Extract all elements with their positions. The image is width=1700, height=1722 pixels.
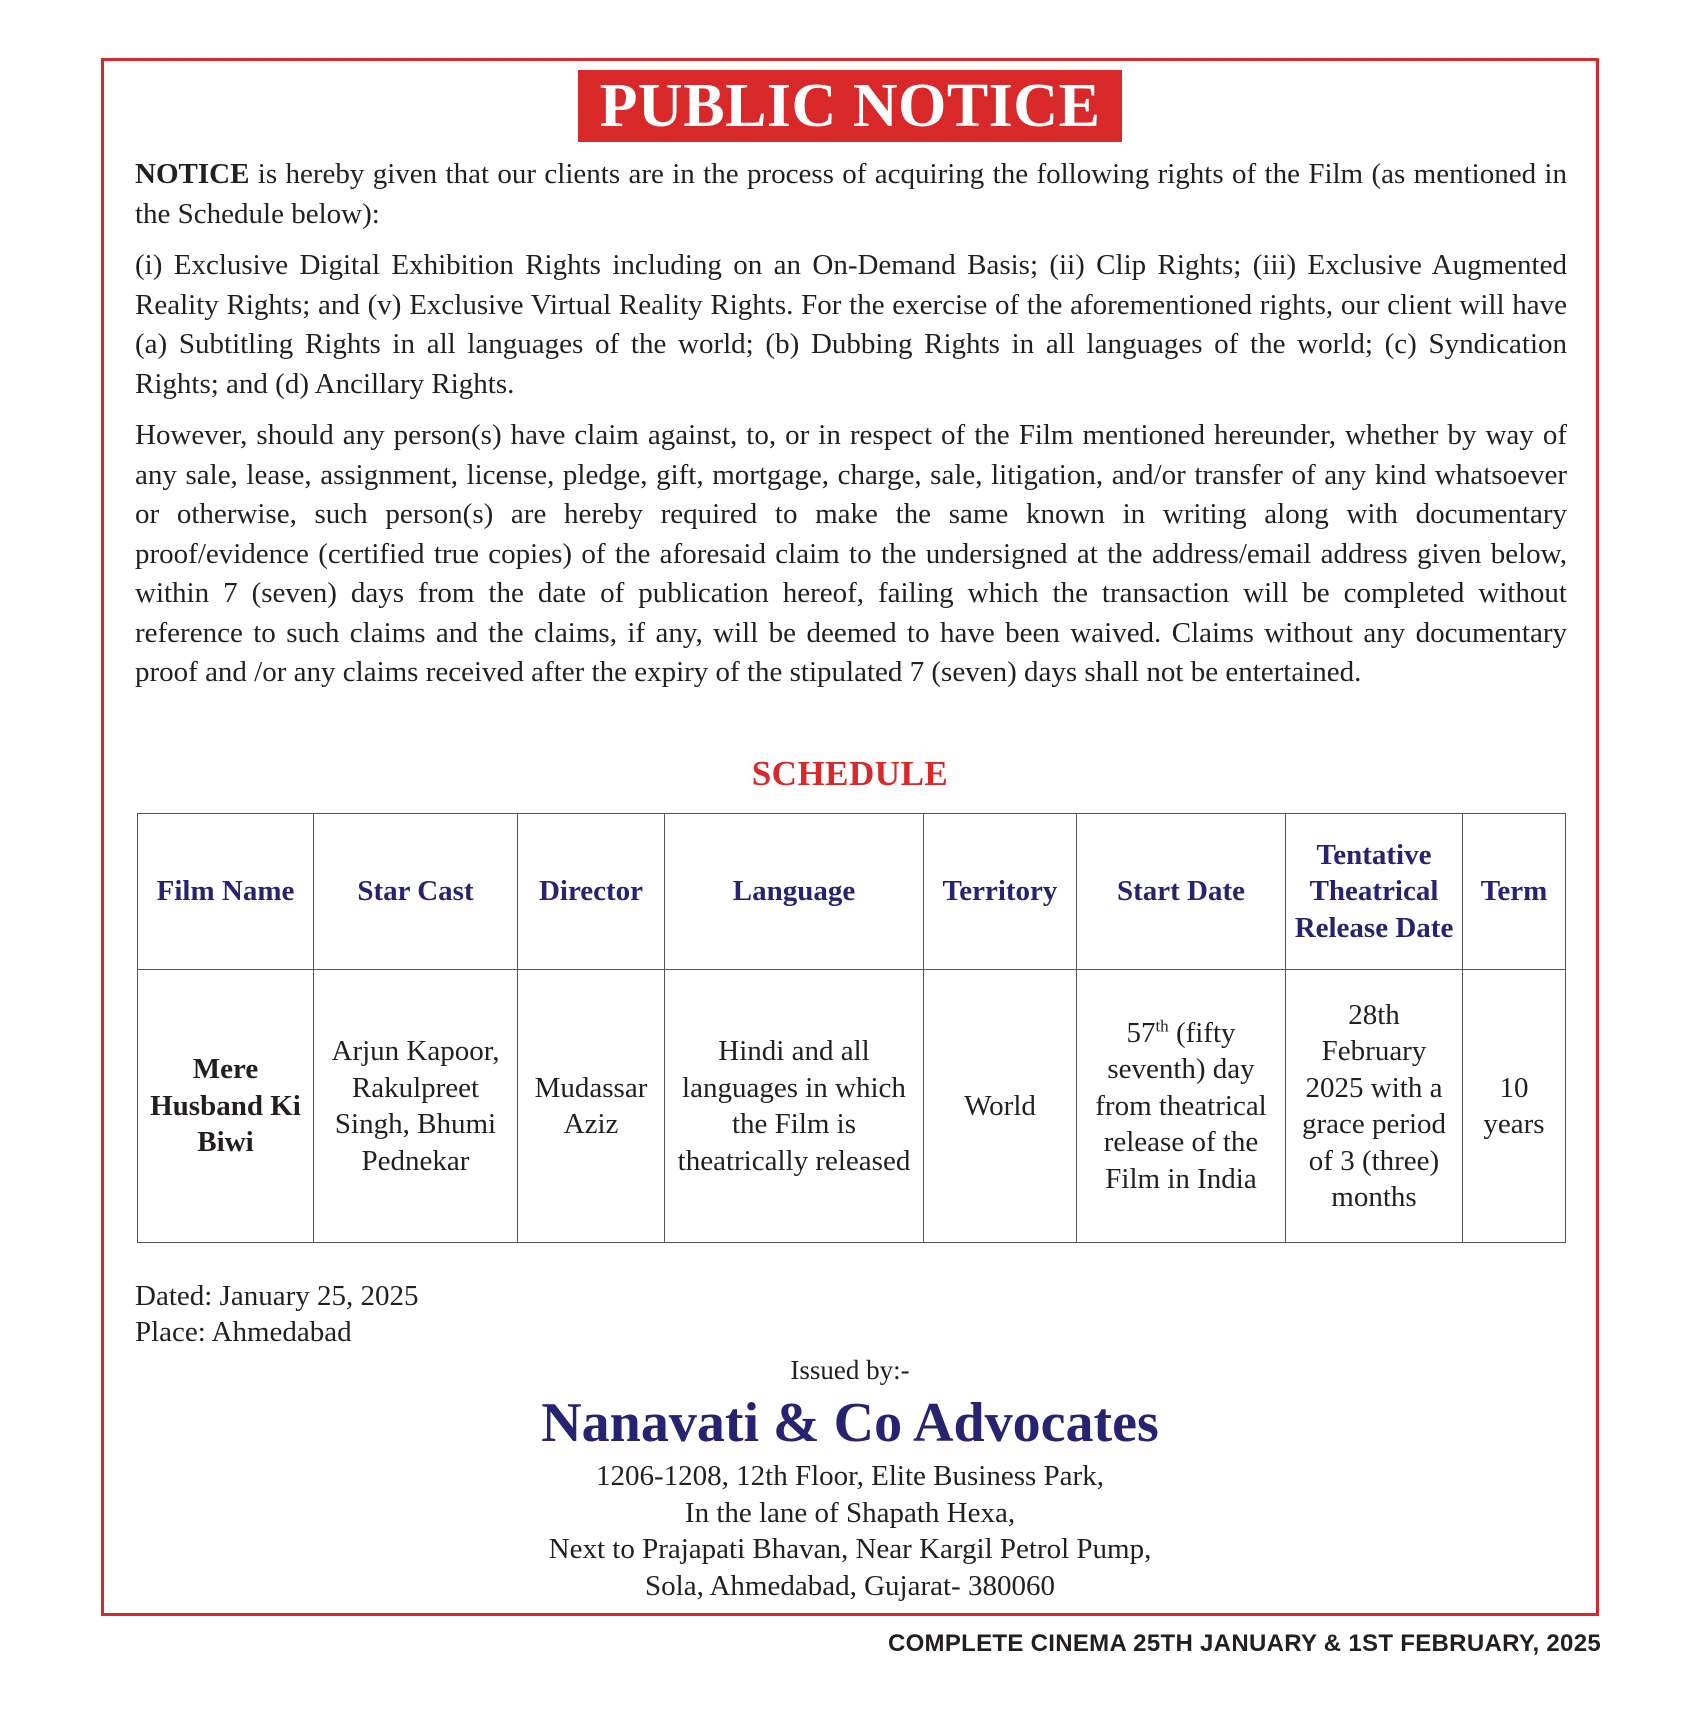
firm-name: Nanavati & Co Advocates xyxy=(541,1392,1159,1454)
header-language: Language xyxy=(665,814,924,970)
page-title: PUBLIC NOTICE xyxy=(578,70,1123,142)
header-territory: Territory xyxy=(924,814,1077,970)
address-line: 1206-1208, 12th Floor, Elite Business Park, xyxy=(596,1460,1104,1492)
claims-paragraph: However, should any person(s) have claim against, to, or in respect of the Film mentioned hereunder, whether by way of any sale, lease, assignment, license, pledge, gift, mortgage, charge, sale, litigation, and/or transfer of any kind whatsoever or otherwise, such person(s) are hereby required to make the same known in writing along with documentary proof/evidence (certified true copies) of the aforesaid claim to the undersigned at the address/email address given below, within 7 (seven) days from the date of publication hereof, failing which the transaction will be completed without reference to such claims and the claims, if any, will be deemed to have been waived. Claims without any documentary proof and /or any claims received after the expiry of the stipulated 7 (seven) days shall not be entertained. xyxy=(135,419,1567,688)
cell-star-cast: Arjun Kapoor, Rakulpreet Singh, Bhumi Pednekar xyxy=(314,970,518,1243)
header-director: Director xyxy=(518,814,665,970)
schedule-table xyxy=(137,813,1566,1243)
schedule-header-row xyxy=(138,814,1566,970)
issuer-block xyxy=(0,1352,1700,1604)
cell-language: Hindi and all languages in which the Film is theatrically released xyxy=(665,970,924,1243)
start-date-suffix: th xyxy=(1155,1016,1169,1036)
cell-territory: World xyxy=(924,970,1077,1243)
header-star-cast: Star Cast xyxy=(314,814,518,970)
cell-film-name: Mere Husband Ki Biwi xyxy=(138,970,314,1243)
notice-body xyxy=(135,155,1567,705)
title-container xyxy=(0,70,1700,142)
header-film-name: Film Name xyxy=(138,814,314,970)
header-term: Term xyxy=(1463,814,1566,970)
issued-by-label: Issued by:- xyxy=(790,1355,910,1385)
header-release-date: Tentative Theatrical Release Date xyxy=(1286,814,1463,970)
date-place-block xyxy=(135,1278,419,1350)
place-line: Place: Ahmedabad xyxy=(135,1316,352,1348)
header-start-date: Start Date xyxy=(1077,814,1286,970)
cell-start-date xyxy=(1077,970,1286,1243)
intro-paragraph xyxy=(135,155,1567,234)
address-line: Sola, Ahmedabad, Gujarat- 380060 xyxy=(645,1569,1055,1602)
address-line: Next to Prajapati Bhavan, Near Kargil Petrol Pump, xyxy=(548,1533,1152,1565)
schedule-heading: SCHEDULE xyxy=(751,754,949,793)
cell-term: 10 years xyxy=(1463,970,1566,1243)
cell-release-date: 28th February 2025 with a grace period of 3 (three) months xyxy=(1286,970,1463,1243)
address-line: In the lane of Shapath Hexa, xyxy=(684,1496,1016,1529)
cell-director: Mudassar Aziz xyxy=(518,970,665,1243)
publication-footer: COMPLETE CINEMA 25TH JANUARY & 1ST FEBRUARY, 2025 xyxy=(887,1630,1601,1657)
start-date-text: (fifty seventh) day from theatrical release of the Film in India xyxy=(1095,1016,1267,1195)
rights-paragraph: (i) Exclusive Digital Exhibition Rights including on an On-Demand Basis; (ii) Clip Rights; (iii) Exclusive Augmented Reality Rights; and (v) Exclusive Virtual Reality Rights. For the exercise of the aforementioned rights, our client will have (a) Subtitling Rights in all languages of the world; (b) Dubbing Rights in all languages of the world; (c) Syndication Rights; and (d) Ancillary Rights. xyxy=(135,249,1567,400)
dated-line: Dated: January 25, 2025 xyxy=(135,1280,419,1312)
intro-lead: NOTICE xyxy=(135,158,250,190)
table-row xyxy=(138,970,1566,1243)
intro-text: is hereby given that our clients are in the process of acquiring the following rights of the Film (as mentioned in the Schedule below): xyxy=(135,158,1567,230)
start-date-number: 57 xyxy=(1126,1016,1156,1049)
